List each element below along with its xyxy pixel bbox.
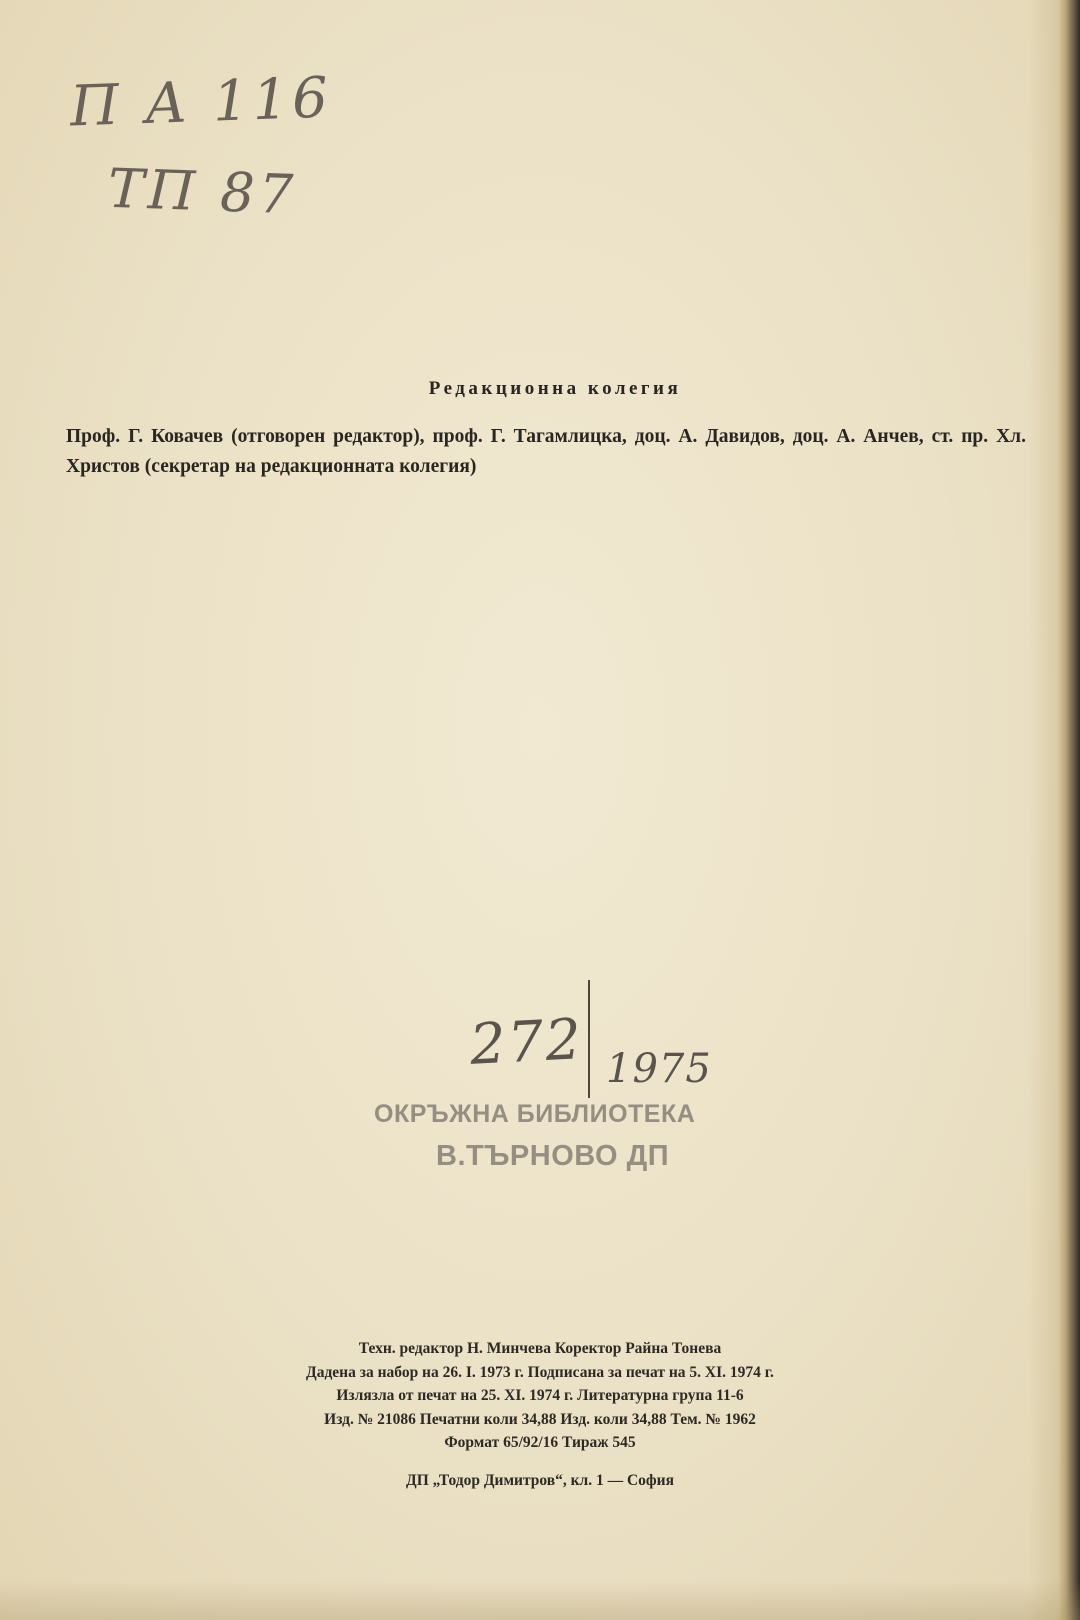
imprint-release: Излязла от печат на 25. XI. 1974 г. Литературна група 11-6: [336, 1387, 744, 1404]
imprint-format: Формат 65/92/16 Тираж 545: [444, 1434, 636, 1451]
handwritten-shelf-mark: [62, 62, 333, 232]
imprint-publisher: ДП „Тодор Димитров“, кл. 1 — София: [406, 1471, 674, 1489]
stamp-divider-line: [588, 980, 590, 1098]
accession-number: 272: [468, 1007, 585, 1078]
stamp-library-city: В.ТЪРНОВО ДП: [436, 1140, 670, 1172]
imprint-dates: Дадена за набор на 26. I. 1973 г. Подписана за печат на 5. XI. 1974 г.: [306, 1363, 774, 1381]
page-edge: [1058, 0, 1080, 1620]
bottom-shade: [0, 1580, 1080, 1620]
editorial-board: [66, 378, 1026, 482]
shelf-mark-line2: ТП 87: [106, 156, 299, 227]
editorial-board-members: Проф. Г. Ковачев (отговорен редактор), проф. Г. Тагамлицка, доц. А. Давидов, доц. А. Анчев, ст. пр. Хл. Христов (секретар на редакционната колегия): [66, 426, 1026, 477]
imprint-colophon: [160, 1337, 920, 1492]
accession-year: 1975: [606, 1046, 712, 1092]
editorial-board-heading: Редакционна колегия: [428, 378, 682, 399]
shelf-mark-line1: П А 116: [68, 65, 333, 140]
stamp-library-name: ОКРЪЖНА БИБЛИОТЕКА: [374, 1100, 696, 1128]
page-edge-shadow: [1028, 0, 1058, 1620]
library-stamp: [360, 980, 780, 1200]
imprint-edition-details: Изд. № 21086 Печатни коли 34,88 Изд. коли 34,88 Тем. № 1962: [324, 1410, 756, 1428]
imprint-editors: Техн. редактор Н. Минчева Коректор Райна Тонева: [358, 1340, 722, 1357]
